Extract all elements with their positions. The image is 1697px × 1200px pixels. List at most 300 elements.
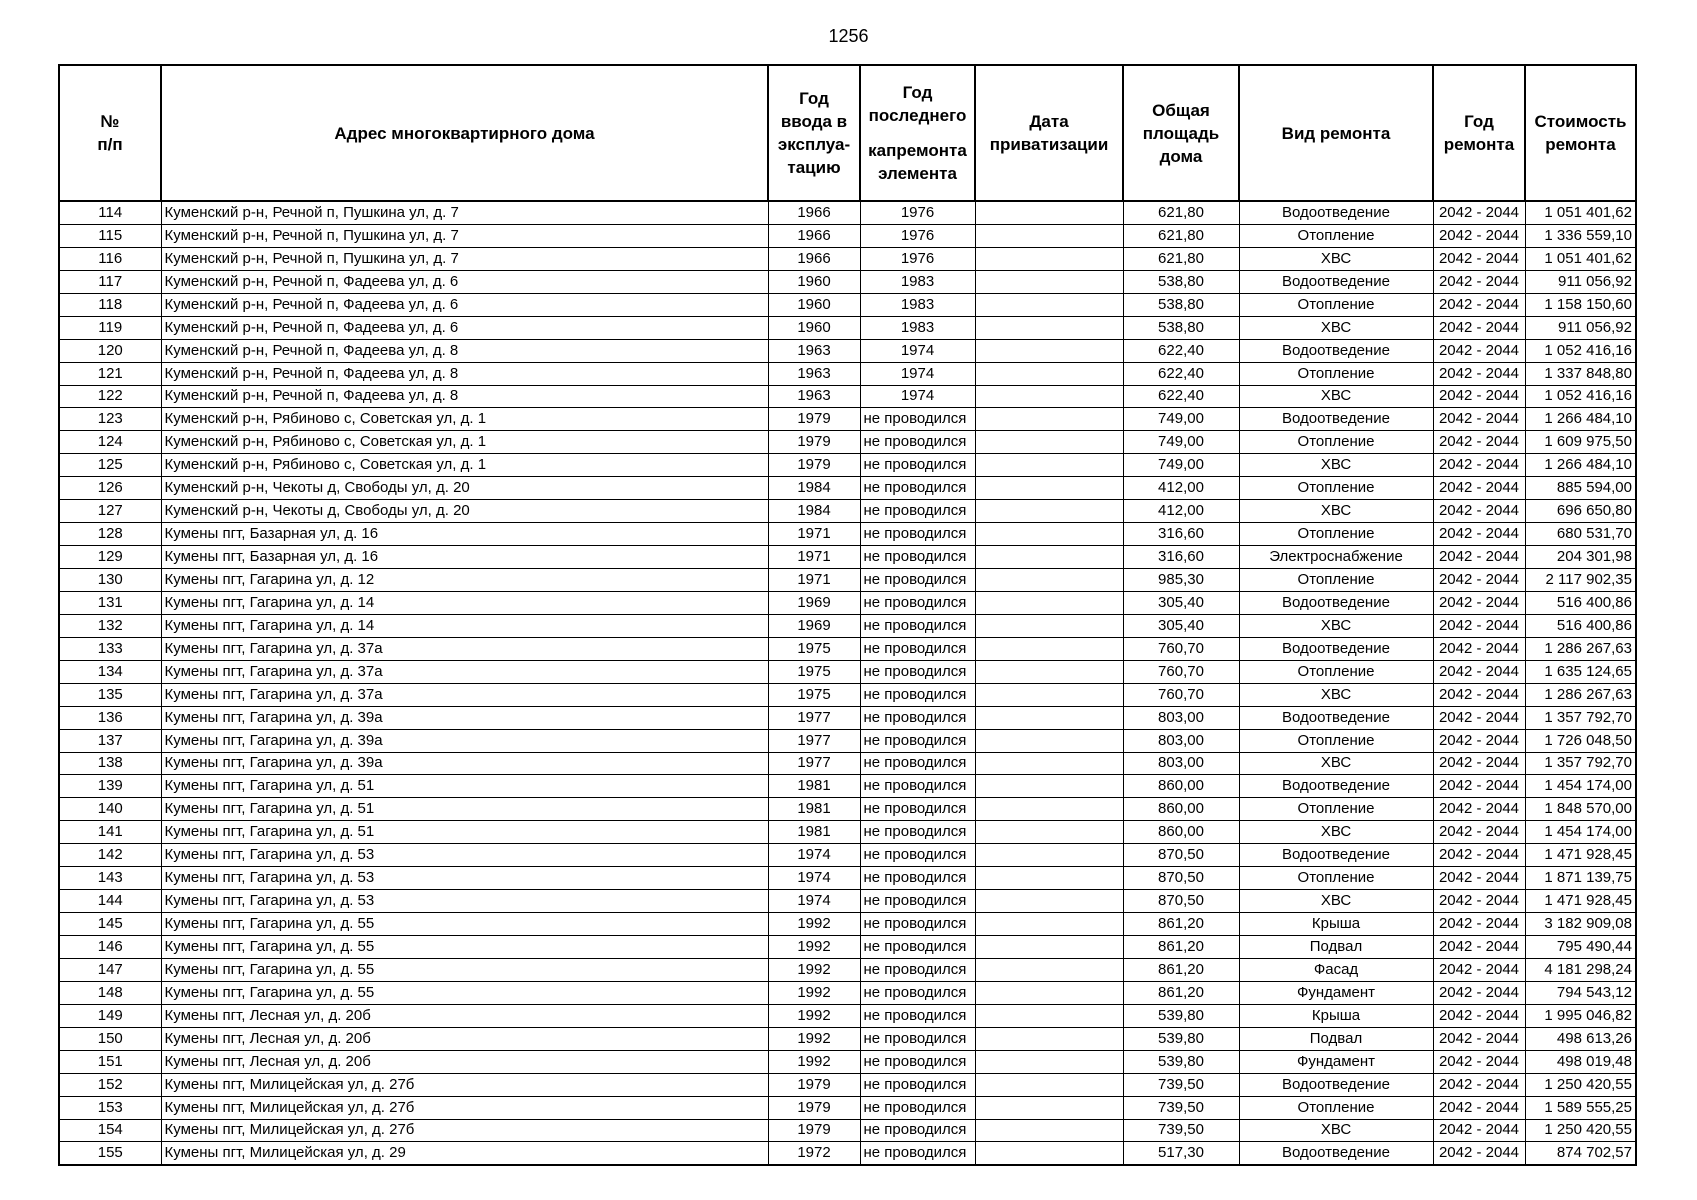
cell-address: Кумены пгт, Гагарина ул, д. 51	[161, 775, 768, 798]
header-privatization-line2: приватизации	[989, 135, 1109, 154]
cell-repair-type: ХВС	[1239, 247, 1433, 270]
cell-year-commission: 1972	[768, 1142, 860, 1165]
table-row	[59, 339, 1636, 362]
table-row	[59, 936, 1636, 959]
cell-area: 860,00	[1123, 821, 1239, 844]
cell-repair-type: Фундамент	[1239, 1050, 1433, 1073]
cell-number: 117	[59, 270, 161, 293]
cell-privatization	[975, 660, 1123, 683]
cell-address: Кумены пгт, Лесная ул, д. 20б	[161, 1027, 768, 1050]
table-row	[59, 270, 1636, 293]
cell-repair-type: Отопление	[1239, 293, 1433, 316]
cell-number: 149	[59, 1004, 161, 1027]
cell-repair-year: 2042 - 2044	[1433, 224, 1525, 247]
cell-number: 142	[59, 844, 161, 867]
table-row	[59, 867, 1636, 890]
cell-repair-year: 2042 - 2044	[1433, 729, 1525, 752]
cell-cost: 1 336 559,10	[1525, 224, 1636, 247]
cell-address: Куменский р-н, Чекоты д, Свободы ул, д. 20	[161, 500, 768, 523]
cell-repair-type: Водоотведение	[1239, 270, 1433, 293]
cell-address: Кумены пгт, Гагарина ул, д. 55	[161, 981, 768, 1004]
cell-cost: 874 702,57	[1525, 1142, 1636, 1165]
cell-number: 116	[59, 247, 161, 270]
cell-repair-year: 2042 - 2044	[1433, 1027, 1525, 1050]
cell-repair-year: 2042 - 2044	[1433, 683, 1525, 706]
cell-repair-year: 2042 - 2044	[1433, 201, 1525, 224]
cell-repair-year: 2042 - 2044	[1433, 523, 1525, 546]
cell-area: 861,20	[1123, 913, 1239, 936]
cell-cost: 1 250 420,55	[1525, 1073, 1636, 1096]
cell-repair-type: Водоотведение	[1239, 1142, 1433, 1165]
cell-number: 147	[59, 958, 161, 981]
cell-year-commission: 1975	[768, 660, 860, 683]
cell-repair-type: Отопление	[1239, 1096, 1433, 1119]
table-row	[59, 1142, 1636, 1165]
cell-privatization	[975, 1119, 1123, 1142]
table-row	[59, 1096, 1636, 1119]
cell-last-repair: не проводился	[860, 546, 975, 569]
cell-year-commission: 1960	[768, 316, 860, 339]
cell-address: Кумены пгт, Гагарина ул, д. 53	[161, 890, 768, 913]
cell-repair-type: Водоотведение	[1239, 637, 1433, 660]
cell-privatization	[975, 981, 1123, 1004]
cell-year-commission: 1974	[768, 890, 860, 913]
cell-number: 138	[59, 752, 161, 775]
cell-number: 136	[59, 706, 161, 729]
cell-number: 124	[59, 431, 161, 454]
table-row	[59, 454, 1636, 477]
table-row	[59, 1073, 1636, 1096]
cell-address: Кумены пгт, Гагарина ул, д. 37а	[161, 660, 768, 683]
cell-privatization	[975, 293, 1123, 316]
cell-address: Кумены пгт, Гагарина ул, д. 37а	[161, 637, 768, 660]
cell-number: 114	[59, 201, 161, 224]
cell-year-commission: 1981	[768, 798, 860, 821]
cell-number: 154	[59, 1119, 161, 1142]
cell-repair-year: 2042 - 2044	[1433, 1073, 1525, 1096]
header-year-commission-line2: ввода в	[780, 112, 848, 131]
cell-year-commission: 1981	[768, 775, 860, 798]
cell-last-repair: не проводился	[860, 683, 975, 706]
cell-area: 870,50	[1123, 867, 1239, 890]
cell-last-repair: не проводился	[860, 958, 975, 981]
cell-last-repair: не проводился	[860, 936, 975, 959]
cell-number: 128	[59, 523, 161, 546]
cell-privatization	[975, 1142, 1123, 1165]
cell-year-commission: 1969	[768, 591, 860, 614]
cell-repair-year: 2042 - 2044	[1433, 270, 1525, 293]
header-repair-year	[1433, 65, 1525, 201]
cell-last-repair: не проводился	[860, 775, 975, 798]
cell-cost: 204 301,98	[1525, 546, 1636, 569]
cell-address: Кумены пгт, Гагарина ул, д. 53	[161, 844, 768, 867]
cell-privatization	[975, 408, 1123, 431]
cell-number: 148	[59, 981, 161, 1004]
cell-last-repair: не проводился	[860, 637, 975, 660]
table-row	[59, 660, 1636, 683]
header-repair-year-line1: Год	[1464, 112, 1494, 131]
header-year-commission	[768, 65, 860, 201]
cell-repair-type: Водоотведение	[1239, 844, 1433, 867]
cell-number: 144	[59, 890, 161, 913]
cell-number: 155	[59, 1142, 161, 1165]
cell-area: 539,80	[1123, 1004, 1239, 1027]
cell-repair-type: Электроснабжение	[1239, 546, 1433, 569]
cell-area: 316,60	[1123, 546, 1239, 569]
cell-number: 129	[59, 546, 161, 569]
cell-cost: 498 613,26	[1525, 1027, 1636, 1050]
cell-address: Кумены пгт, Гагарина ул, д. 39а	[161, 706, 768, 729]
cell-repair-year: 2042 - 2044	[1433, 913, 1525, 936]
cell-cost: 1 051 401,62	[1525, 247, 1636, 270]
cell-repair-type: ХВС	[1239, 614, 1433, 637]
cell-privatization	[975, 201, 1123, 224]
cell-year-commission: 1977	[768, 752, 860, 775]
cell-repair-year: 2042 - 2044	[1433, 958, 1525, 981]
table-row	[59, 844, 1636, 867]
cell-address: Куменский р-н, Чекоты д, Свободы ул, д. 20	[161, 477, 768, 500]
cell-privatization	[975, 431, 1123, 454]
cell-number: 131	[59, 591, 161, 614]
cell-area: 760,70	[1123, 637, 1239, 660]
cell-repair-year: 2042 - 2044	[1433, 798, 1525, 821]
table-header-row	[59, 65, 1636, 201]
cell-repair-type: Отопление	[1239, 224, 1433, 247]
header-year-commission-line3: эксплуа-	[777, 135, 851, 154]
cell-repair-type: ХВС	[1239, 454, 1433, 477]
header-last-repair	[860, 65, 975, 201]
cell-number: 115	[59, 224, 161, 247]
cell-repair-year: 2042 - 2044	[1433, 1050, 1525, 1073]
cell-cost: 1 995 046,82	[1525, 1004, 1636, 1027]
cell-last-repair: не проводился	[860, 729, 975, 752]
header-repair-type: Вид ремонта	[1239, 65, 1433, 201]
cell-privatization	[975, 614, 1123, 637]
cell-area: 870,50	[1123, 844, 1239, 867]
cell-number: 125	[59, 454, 161, 477]
cell-address: Куменский р-н, Рябиново с, Советская ул, д. 1	[161, 408, 768, 431]
cell-privatization	[975, 936, 1123, 959]
cell-year-commission: 1966	[768, 224, 860, 247]
cell-area: 803,00	[1123, 706, 1239, 729]
cell-repair-type: ХВС	[1239, 500, 1433, 523]
cell-number: 123	[59, 408, 161, 431]
cell-last-repair: не проводился	[860, 614, 975, 637]
cell-address: Куменский р-н, Речной п, Пушкина ул, д. 7	[161, 247, 768, 270]
cell-cost: 1 589 555,25	[1525, 1096, 1636, 1119]
table-row	[59, 1119, 1636, 1142]
header-address: Адрес многоквартирного дома	[161, 65, 768, 201]
cell-cost: 1 158 150,60	[1525, 293, 1636, 316]
cell-cost: 1 726 048,50	[1525, 729, 1636, 752]
header-cost-line2: ремонта	[1545, 135, 1616, 154]
cell-repair-year: 2042 - 2044	[1433, 752, 1525, 775]
table-row	[59, 913, 1636, 936]
cell-repair-type: Фундамент	[1239, 981, 1433, 1004]
cell-last-repair: не проводился	[860, 1004, 975, 1027]
cell-year-commission: 1979	[768, 454, 860, 477]
cell-cost: 1 609 975,50	[1525, 431, 1636, 454]
table-row	[59, 775, 1636, 798]
cell-last-repair: не проводился	[860, 706, 975, 729]
cell-repair-year: 2042 - 2044	[1433, 546, 1525, 569]
cell-area: 739,50	[1123, 1096, 1239, 1119]
cell-repair-type: Водоотведение	[1239, 775, 1433, 798]
cell-last-repair: не проводился	[860, 1027, 975, 1050]
cell-cost: 4 181 298,24	[1525, 958, 1636, 981]
cell-repair-year: 2042 - 2044	[1433, 1119, 1525, 1142]
table-row	[59, 614, 1636, 637]
cell-cost: 1 337 848,80	[1525, 362, 1636, 385]
cell-address: Кумены пгт, Гагарина ул, д. 39а	[161, 752, 768, 775]
table-row	[59, 981, 1636, 1004]
cell-repair-year: 2042 - 2044	[1433, 775, 1525, 798]
cell-area: 803,00	[1123, 752, 1239, 775]
cell-number: 145	[59, 913, 161, 936]
cell-cost: 794 543,12	[1525, 981, 1636, 1004]
cell-year-commission: 1992	[768, 936, 860, 959]
header-area-line2: площадь	[1142, 123, 1220, 143]
cell-repair-year: 2042 - 2044	[1433, 500, 1525, 523]
cell-number: 122	[59, 385, 161, 408]
cell-privatization	[975, 637, 1123, 660]
cell-year-commission: 1963	[768, 339, 860, 362]
table-row	[59, 706, 1636, 729]
cell-repair-year: 2042 - 2044	[1433, 706, 1525, 729]
header-year-commission-line4: тацию	[787, 158, 841, 177]
header-num-line2: п/п	[97, 135, 123, 154]
cell-year-commission: 1992	[768, 1050, 860, 1073]
cell-repair-year: 2042 - 2044	[1433, 431, 1525, 454]
cell-year-commission: 1979	[768, 1073, 860, 1096]
cell-number: 120	[59, 339, 161, 362]
cell-year-commission: 1963	[768, 362, 860, 385]
cell-privatization	[975, 1050, 1123, 1073]
cell-address: Куменский р-н, Речной п, Пушкина ул, д. 7	[161, 224, 768, 247]
cell-cost: 1 266 484,10	[1525, 408, 1636, 431]
cell-repair-year: 2042 - 2044	[1433, 569, 1525, 592]
table-row	[59, 729, 1636, 752]
cell-area: 760,70	[1123, 660, 1239, 683]
cell-last-repair: не проводился	[860, 500, 975, 523]
cell-year-commission: 1960	[768, 270, 860, 293]
cell-number: 127	[59, 500, 161, 523]
cell-repair-year: 2042 - 2044	[1433, 981, 1525, 1004]
cell-cost: 3 182 909,08	[1525, 913, 1636, 936]
cell-repair-year: 2042 - 2044	[1433, 408, 1525, 431]
cell-address: Куменский р-н, Речной п, Фадеева ул, д. 8	[161, 339, 768, 362]
cell-repair-year: 2042 - 2044	[1433, 1004, 1525, 1027]
cell-repair-type: Водоотведение	[1239, 408, 1433, 431]
cell-address: Кумены пгт, Базарная ул, д. 16	[161, 523, 768, 546]
cell-repair-year: 2042 - 2044	[1433, 936, 1525, 959]
cell-number: 141	[59, 821, 161, 844]
table-row	[59, 569, 1636, 592]
cell-last-repair: не проводился	[860, 591, 975, 614]
cell-area: 517,30	[1123, 1142, 1239, 1165]
cell-repair-year: 2042 - 2044	[1433, 293, 1525, 316]
cell-area: 860,00	[1123, 775, 1239, 798]
cell-number: 140	[59, 798, 161, 821]
cell-address: Кумены пгт, Лесная ул, д. 20б	[161, 1004, 768, 1027]
cell-last-repair: не проводился	[860, 477, 975, 500]
cell-area: 539,80	[1123, 1027, 1239, 1050]
table-row	[59, 408, 1636, 431]
cell-cost: 1 848 570,00	[1525, 798, 1636, 821]
cell-privatization	[975, 546, 1123, 569]
cell-privatization	[975, 1073, 1123, 1096]
cell-year-commission: 1971	[768, 523, 860, 546]
cell-cost: 1 052 416,16	[1525, 385, 1636, 408]
cell-address: Куменский р-н, Речной п, Фадеева ул, д. 6	[161, 316, 768, 339]
cell-year-commission: 1981	[768, 821, 860, 844]
cell-repair-year: 2042 - 2044	[1433, 1096, 1525, 1119]
header-year-commission-line1: Год	[799, 89, 829, 108]
cell-last-repair: не проводился	[860, 867, 975, 890]
cell-repair-year: 2042 - 2044	[1433, 1142, 1525, 1165]
cell-cost: 516 400,86	[1525, 614, 1636, 637]
cell-repair-type: ХВС	[1239, 890, 1433, 913]
cell-area: 739,50	[1123, 1119, 1239, 1142]
cell-repair-year: 2042 - 2044	[1433, 614, 1525, 637]
cell-cost: 911 056,92	[1525, 316, 1636, 339]
table-row	[59, 477, 1636, 500]
cell-year-commission: 1979	[768, 408, 860, 431]
cell-repair-type: Отопление	[1239, 660, 1433, 683]
cell-repair-year: 2042 - 2044	[1433, 247, 1525, 270]
cell-cost: 1 357 792,70	[1525, 752, 1636, 775]
cell-last-repair: не проводился	[860, 1050, 975, 1073]
table-row	[59, 683, 1636, 706]
cell-area: 760,70	[1123, 683, 1239, 706]
cell-number: 152	[59, 1073, 161, 1096]
cell-cost: 498 019,48	[1525, 1050, 1636, 1073]
cell-address: Куменский р-н, Речной п, Фадеева ул, д. 8	[161, 362, 768, 385]
header-privatization	[975, 65, 1123, 201]
cell-year-commission: 1979	[768, 1119, 860, 1142]
header-area-line3: дома	[1159, 146, 1203, 166]
cell-number: 137	[59, 729, 161, 752]
cell-area: 621,80	[1123, 201, 1239, 224]
cell-area: 622,40	[1123, 339, 1239, 362]
cell-privatization	[975, 844, 1123, 867]
table-row	[59, 1050, 1636, 1073]
cell-last-repair: не проводился	[860, 821, 975, 844]
cell-address: Кумены пгт, Милицейская ул, д. 27б	[161, 1119, 768, 1142]
cell-year-commission: 1984	[768, 477, 860, 500]
cell-address: Кумены пгт, Гагарина ул, д. 55	[161, 958, 768, 981]
cell-repair-year: 2042 - 2044	[1433, 637, 1525, 660]
table-row	[59, 316, 1636, 339]
cell-privatization	[975, 224, 1123, 247]
cell-privatization	[975, 867, 1123, 890]
cell-number: 126	[59, 477, 161, 500]
cell-area: 316,60	[1123, 523, 1239, 546]
cell-year-commission: 1960	[768, 293, 860, 316]
cell-privatization	[975, 706, 1123, 729]
cell-area: 861,20	[1123, 936, 1239, 959]
cell-privatization	[975, 729, 1123, 752]
cell-year-commission: 1992	[768, 981, 860, 1004]
cell-privatization	[975, 270, 1123, 293]
header-num	[59, 65, 161, 201]
cell-repair-year: 2042 - 2044	[1433, 362, 1525, 385]
cell-area: 621,80	[1123, 247, 1239, 270]
cell-privatization	[975, 798, 1123, 821]
cell-privatization	[975, 1004, 1123, 1027]
cell-last-repair: не проводился	[860, 913, 975, 936]
cell-last-repair: 1974	[860, 362, 975, 385]
cell-last-repair: не проводился	[860, 844, 975, 867]
cell-cost: 911 056,92	[1525, 270, 1636, 293]
cell-repair-type: ХВС	[1239, 821, 1433, 844]
cell-area: 305,40	[1123, 591, 1239, 614]
cell-repair-type: Подвал	[1239, 1027, 1433, 1050]
header-privatization-line1: Дата	[1029, 112, 1069, 131]
cell-last-repair: не проводился	[860, 1073, 975, 1096]
table-row	[59, 821, 1636, 844]
cell-year-commission: 1971	[768, 569, 860, 592]
cell-cost: 1 471 928,45	[1525, 844, 1636, 867]
cell-privatization	[975, 1096, 1123, 1119]
cell-repair-year: 2042 - 2044	[1433, 821, 1525, 844]
cell-cost: 1 051 401,62	[1525, 201, 1636, 224]
cell-number: 119	[59, 316, 161, 339]
cell-address: Кумены пгт, Гагарина ул, д. 55	[161, 936, 768, 959]
cell-privatization	[975, 683, 1123, 706]
cell-cost: 795 490,44	[1525, 936, 1636, 959]
cell-repair-year: 2042 - 2044	[1433, 477, 1525, 500]
cell-cost: 696 650,80	[1525, 500, 1636, 523]
cell-privatization	[975, 958, 1123, 981]
table-row	[59, 798, 1636, 821]
cell-area: 749,00	[1123, 431, 1239, 454]
cell-last-repair: не проводился	[860, 1119, 975, 1142]
cell-number: 139	[59, 775, 161, 798]
cell-repair-type: Отопление	[1239, 569, 1433, 592]
cell-address: Кумены пгт, Гагарина ул, д. 14	[161, 591, 768, 614]
cell-last-repair: 1976	[860, 224, 975, 247]
cell-cost: 2 117 902,35	[1525, 569, 1636, 592]
header-last-repair-line1: Год	[902, 83, 933, 102]
cell-year-commission: 1977	[768, 706, 860, 729]
cell-privatization	[975, 821, 1123, 844]
table-row	[59, 958, 1636, 981]
cell-number: 153	[59, 1096, 161, 1119]
cell-number: 146	[59, 936, 161, 959]
cell-cost: 1 286 267,63	[1525, 637, 1636, 660]
cell-number: 133	[59, 637, 161, 660]
cell-privatization	[975, 523, 1123, 546]
cell-area: 870,50	[1123, 890, 1239, 913]
cell-number: 143	[59, 867, 161, 890]
cell-address: Куменский р-н, Речной п, Фадеева ул, д. 6	[161, 270, 768, 293]
cell-area: 860,00	[1123, 798, 1239, 821]
cell-privatization	[975, 1027, 1123, 1050]
cell-number: 118	[59, 293, 161, 316]
cell-area: 412,00	[1123, 500, 1239, 523]
cell-last-repair: не проводился	[860, 981, 975, 1004]
page-number: 1256	[828, 26, 869, 46]
cell-last-repair: 1976	[860, 247, 975, 270]
table-row	[59, 1004, 1636, 1027]
header-last-repair-line3: капремонта	[868, 141, 967, 160]
cell-repair-type: ХВС	[1239, 683, 1433, 706]
cell-area: 539,80	[1123, 1050, 1239, 1073]
cell-repair-type: Водоотведение	[1239, 339, 1433, 362]
cell-cost: 1 871 139,75	[1525, 867, 1636, 890]
cell-year-commission: 1992	[768, 1027, 860, 1050]
